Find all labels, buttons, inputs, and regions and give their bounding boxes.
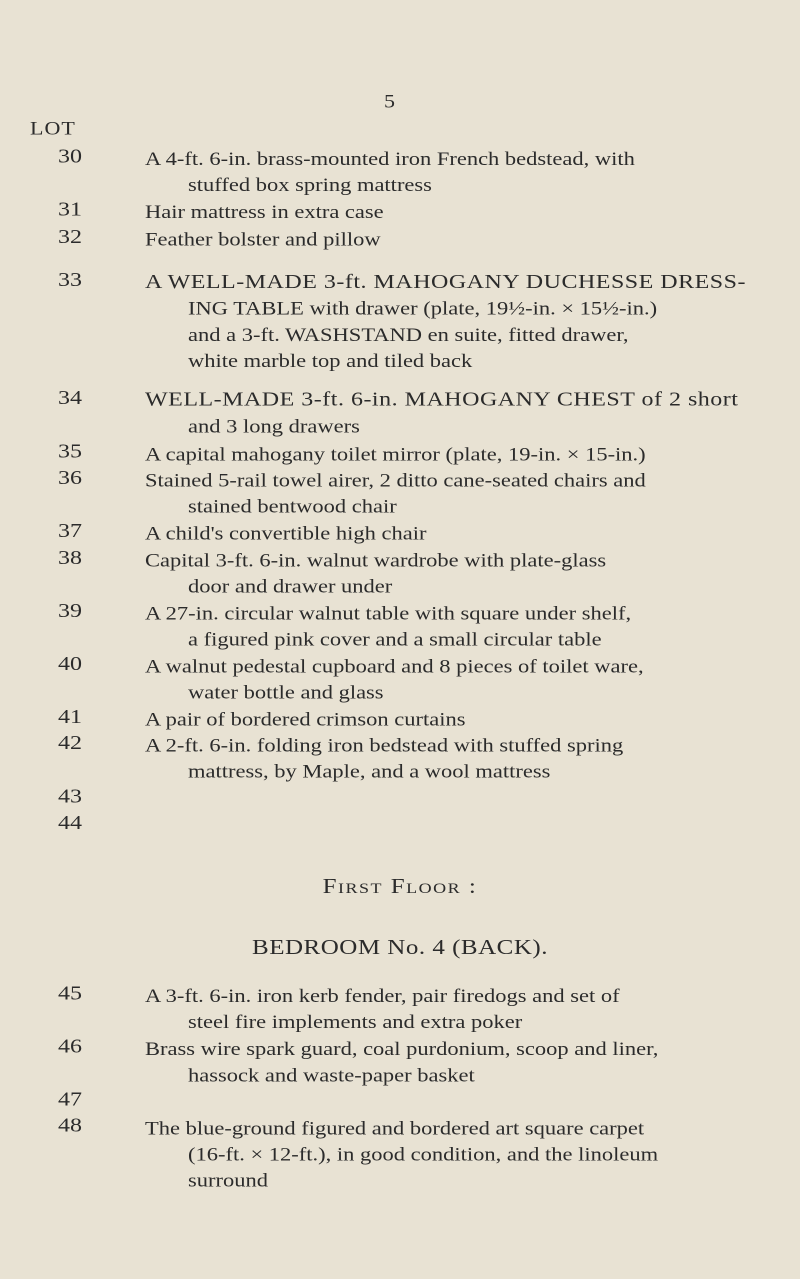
lot-description: A walnut pedestal cupboard and 8 pieces of toilet ware, water bottle and glass: [145, 655, 644, 703]
lot-number: 38: [58, 546, 82, 569]
lot-description: WELL-MADE 3-ft. 6-in. MAHOGANY CHEST of 2 short and 3 long drawers: [145, 388, 739, 437]
lot-number: 34: [58, 387, 82, 409]
lot-number: 31: [58, 198, 82, 221]
lot-description: Hair mattress in extra case: [145, 201, 384, 223]
lot-description: Stained 5-rail towel airer, 2 ditto cane-seated chairs and stained bentwood chair: [145, 469, 646, 517]
lot-description: A capital mahogany toilet mirror (plate, 19-in. × 15-in.): [145, 443, 646, 465]
lot-description: A 27-in. circular walnut table with square under shelf, a figured pink cover and a small circular table: [145, 602, 632, 650]
lot-number: 41: [58, 705, 82, 728]
lot-number: 45: [58, 982, 82, 1005]
lot-number: 43: [58, 785, 82, 808]
lot-number: 44: [58, 811, 82, 834]
lot-number: 37: [58, 520, 82, 542]
lot-number: 33: [58, 269, 82, 292]
lot-description: A pair of bordered crimson curtains: [145, 708, 466, 730]
lot-number: 46: [58, 1035, 82, 1058]
lot-description: Capital 3-ft. 6-in. walnut wardrobe with plate-glass door and drawer under: [145, 549, 607, 597]
lot-description: A 4-ft. 6-in. brass-mounted iron French bedstead, with stuffed box spring mattress: [145, 148, 635, 196]
lot-description: A 3-ft. 6-in. iron kerb fender, pair firedogs and set of steel fire implements and extra poker: [145, 985, 620, 1033]
lot-number: 42: [58, 732, 82, 754]
lot-number: 40: [58, 652, 82, 675]
lot-number: 47: [58, 1088, 82, 1111]
lot-description: A child's convertible high chair: [145, 522, 427, 544]
lot-description: Brass wire spark guard, coal purdonium, scoop and liner, hassock and waste-paper basket: [145, 1038, 659, 1086]
lot-description: A 2-ft. 6-in. folding iron bedstead with stuffed spring mattress, by Maple, and a wool mattress: [145, 734, 624, 782]
lot-number: 32: [58, 226, 82, 249]
page-number: 5: [384, 90, 395, 112]
lot-number: 39: [58, 599, 82, 622]
lot-column-heading: LOT: [30, 117, 76, 139]
room-heading: BEDROOM No. 4 (BACK).: [252, 936, 548, 960]
floor-heading: First Floor :: [322, 875, 478, 898]
lot-number: 36: [58, 467, 82, 489]
lot-number: 48: [58, 1114, 82, 1137]
lot-number: 30: [58, 145, 82, 168]
lot-description: Feather bolster and pillow: [145, 228, 381, 250]
lot-description: A WELL-MADE 3-ft. MAHOGANY DUCHESSE DRESS- ING TABLE with drawer (plate, 19½-in. × 15½-in.) and a 3-ft. WASHSTAND en suite, fitted drawer, white marble top and tiled back: [145, 270, 746, 372]
lot-description: The blue-ground figured and bordered art square carpet (16-ft. × 12-ft.), in good condition, and the linoleum surround: [145, 1117, 659, 1191]
lot-number: 35: [58, 440, 82, 463]
